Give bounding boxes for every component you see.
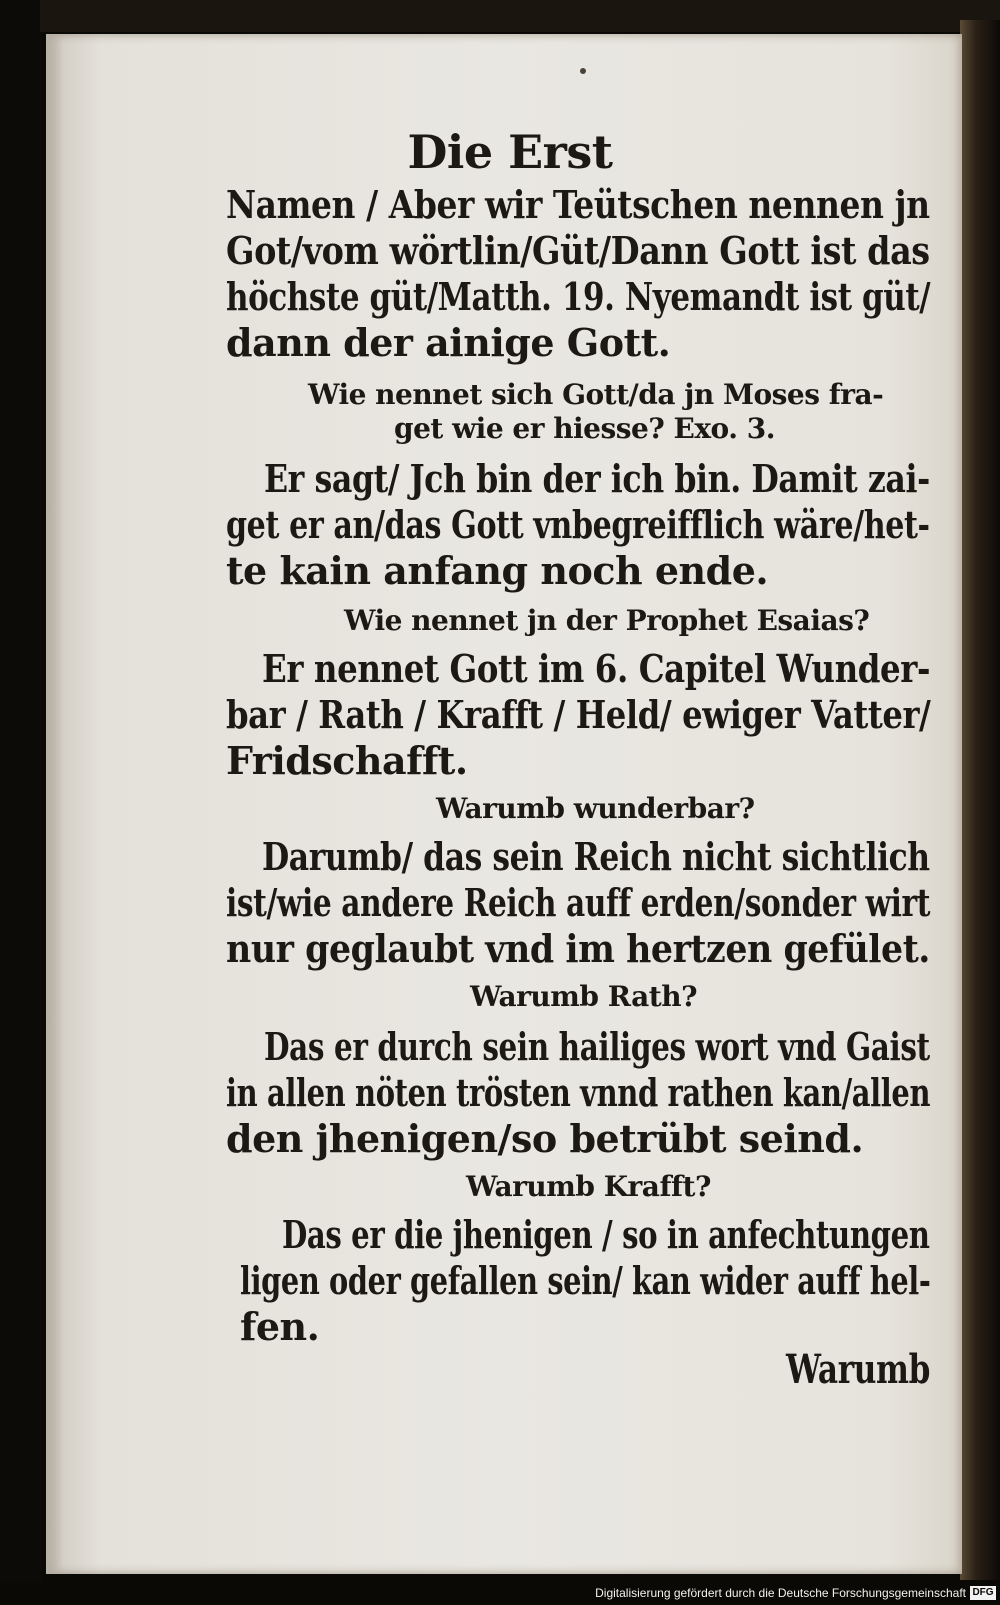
question-line: Wie nennet sich Gott/da jn Moses fra- bbox=[308, 378, 884, 411]
book-edge-right bbox=[960, 20, 1000, 1580]
catchword: Warumb bbox=[786, 1346, 930, 1393]
text-line: Das er die jhenigen / so in anfechtungen bbox=[282, 1212, 930, 1257]
text-line: ligen oder gefallen sein/ kan wider auff hel- bbox=[240, 1258, 931, 1303]
text-line: Er nennet Gott im 6. Capitel Wunder- bbox=[262, 646, 931, 691]
question-line: get wie er hiesse? Exo. 3. bbox=[394, 412, 775, 445]
text-line: te kain anfang noch ende. bbox=[226, 548, 769, 593]
text-line: höchste güt/Matth. 19. Nyemandt ist güt/ bbox=[226, 274, 931, 319]
running-head: Die Erst bbox=[407, 125, 613, 179]
text-line: den jhenigen/so betrübt seind. bbox=[226, 1116, 864, 1161]
page-gutter-shadow bbox=[46, 34, 64, 1574]
question-line: Warumb Rath? bbox=[470, 980, 697, 1013]
question-line: Warumb wunderbar? bbox=[436, 792, 755, 825]
text-line: dann der ainige Gott. bbox=[226, 320, 671, 365]
text-line: in allen nöten trösten vnnd rathen kan/allen bbox=[226, 1070, 931, 1115]
text-line: Fridschafft. bbox=[226, 738, 468, 783]
book-edge-top bbox=[40, 0, 1000, 32]
ink-spot bbox=[580, 68, 586, 74]
text-line: fen. bbox=[240, 1304, 320, 1349]
text-line: get er an/das Gott vnbegreifflich wäre/het- bbox=[226, 502, 930, 547]
text-line: Got/vom wörtlin/Güt/Dann Gott ist das bbox=[226, 228, 930, 273]
text-line: Das er durch sein hailiges wort vnd Gaist bbox=[264, 1024, 930, 1069]
text-line: Er sagt/ Jch bin der ich bin. Damit zai- bbox=[264, 456, 930, 501]
text-line: bar / Rath / Krafft / Held/ ewiger Vatter/ bbox=[226, 692, 931, 737]
question-line: Warumb Krafft? bbox=[466, 1170, 711, 1203]
question-line: Wie nennet jn der Prophet Esaias? bbox=[344, 604, 870, 637]
text-line: nur geglaubt vnd im hertzen gefület. bbox=[226, 926, 930, 971]
text-line: ist/wie andere Reich auff erden/sonder wirt bbox=[226, 880, 931, 925]
book-edge-left bbox=[0, 0, 42, 1605]
text-line: Darumb/ das sein Reich nicht sichtlich bbox=[262, 834, 930, 879]
digitization-credit: Digitalisierung gefördert durch die Deutsche Forschungsgemeinschaft bbox=[595, 1586, 966, 1600]
text-line: Namen / Aber wir Teütschen nennen jn bbox=[226, 182, 930, 227]
dfg-logo: DFG bbox=[970, 1586, 996, 1600]
